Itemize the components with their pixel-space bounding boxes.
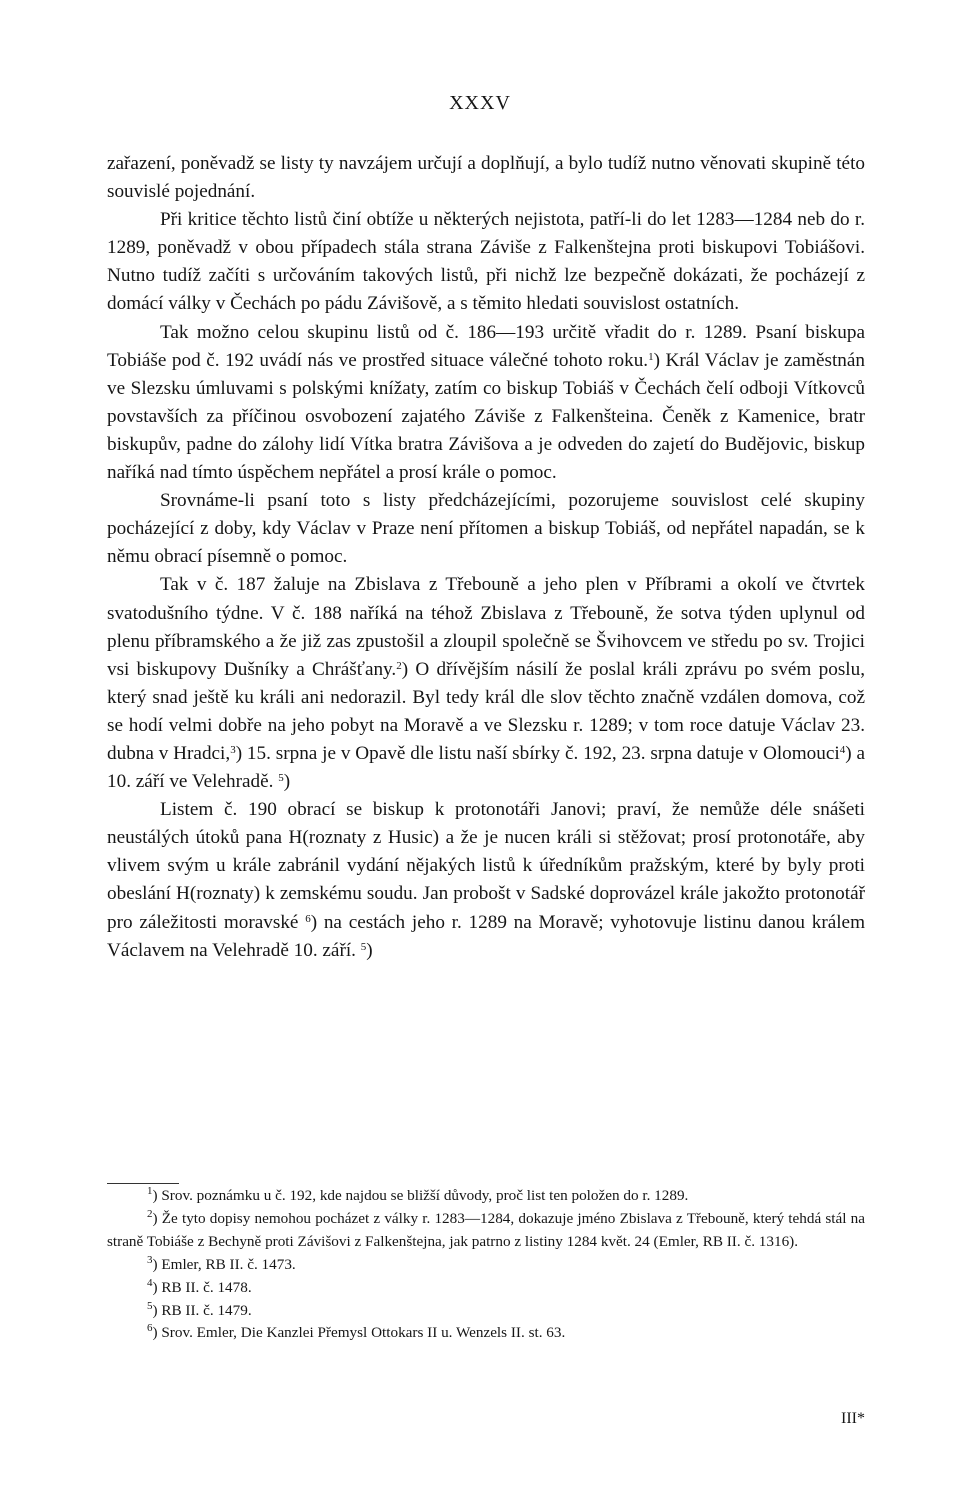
footnote: $^3$) Emler, RB II. č. 1473. — [147, 1253, 296, 1273]
footnote-mark: 2 — [147, 1207, 153, 1220]
paragraph-text: O dřívějším násilí že poslal králi zprávu po svém poslu, který snad ještě ku králi ani nedorazil. Byl tedy král dle slov těchto značně vzdálen domova, což se hodí velmi dobře na jeho pobyt na Moravě a ve Slezsku r. 1289; v tom roce datuje Václav 23. dubna v Hradci, — [107, 658, 866, 764]
paragraph — [107, 487, 865, 571]
footnote: $^1$) Srov. poznámku u č. 192, kde najdou se bližší důvody, proč list ten položen do r. 1289. — [147, 1185, 689, 1204]
paragraph-text: 15. srpna je v Opavě dle listu naší sbírky č. 192, 23. srpna datuje v Olomouci — [242, 742, 840, 764]
signature-mark: III* — [841, 1410, 865, 1427]
paragraph-text: Listem č. 190 obrací se biskup k protonotáři Janovi; praví, že nemůže déle snášeti neustálých útoků pana H(roznaty z Husic) a že je nucen králi si stěžovat; prosí protonotáře, aby vlivem svým u krále zabránil vydání nějakých listů k úředníkům pražským, které by byly proti obeslání H(roznaty) k zemskému soudu. Jan probošt v Sadské doprovázel krále jakožto protonotář pro záležitosti moravské — [107, 799, 865, 933]
paragraph-text: a 10. září ve Velehradě. — [107, 742, 865, 793]
paragraph-text: na cestách jeho r. 1289 na Moravě; vyhotovuje listinu danou králem Václavem na Velehradě 10. září. — [107, 911, 865, 961]
paragraph: Listem č. 190 obrací se biskup k protonotáři Janovi; praví, že nemůže déle snášeti neustálých útoků pana H(roznaty z Husic) a že je nucen králi si stěžovat; prosí protonotáře, aby vlivem svým u krále zabránil vydání nějakých listů k úředníkům pražským, které by byly proti obeslání H(roznaty) k zemskému soudu. Jan probošt v Sadské doprovázel krále jakožto protonotář pro záležitosti moravské $^6$) na cestách jeho r. 1289 na Moravě; vyhotovuje listinu danou králem Václavem na Velehradě 10. září. $^5$) — [107, 799, 865, 961]
footnote-ref: 4 — [839, 743, 846, 756]
footnote-text: RB II. č. 1478. — [161, 1278, 252, 1296]
footnote-mark: 4 — [147, 1276, 153, 1289]
paragraph — [107, 206, 865, 318]
paragraph: Tak možno celou skupinu listů od č. 186—193 určitě vřadit do r. 1289. Psaní biskupa Tobiáše pod č. 192 uvádí nás ve prostřed situace válečné tohoto roku.$^1$) Král Václav je zaměstnán ve Slezsku úmluvami s polskými knížaty, zatím co biskup Tobiáš v Čechách čelí odboji Vítkovců povstavších za příčinou osvobození zajatého Záviše z Falkenšteina. Čeněk z Kamenice, bratr biskupův, padne do zálohy lidí Vítka bratra Závišova a je odveden do zajetí do Budějovic, biskup naříká nad tímto úspěchem nepřátel a prosí krále o pomoc. — [107, 321, 865, 484]
paragraph-text: Tak možno celou skupinu listů od č. 186—193 určitě vřadit do r. 1289. Psaní biskupa Tobiáše pod č. 192 uvádí nás ve prostřed situace válečné tohoto roku. — [107, 321, 865, 371]
paragraph: Tak v č. 187 žaluje na Zbislava z Třebouně a jeho plen v Příbrami a okolí ve čtvrtek svatodušního týdne. V č. 188 naříká na téhož Zbislava z Třebouně, že sotva týden uplynul od plenu příbramského a že již zas zpustošil a zloupil společně se Švihovcem ve středu po sv. Trojici vsi biskupovy Dušníky a Chrášťany.$^2$) O dřívějším násilí že poslal králi zprávu po svém poslu, který snad ještě ku králi ani nedorazil. Byl tedy král dle slov těchto značně vzdálen domova, což se hodí velmi dobře na jeho pobyt na Moravě a ve Slezsku r. 1289; v tom roce datuje Václav 23. dubna v Hradci,$^3$) 15. srpna je v Opavě dle listu naší sbírky č. 192, 23. srpna datuje v Olomouci$^4$) a 10. září ve Velehradě. $^5$) — [107, 574, 866, 793]
paragraph-text: Král Václav je zaměstnán ve Slezsku úmluvami s polskými knížaty, zatím co biskup Tobiáš v Čechách čelí odboji Vítkovců povstavších za příčinou osvobození zajatého Záviše z Falkenšteina. Čeněk z Kamenice, bratr biskupův, padne do zálohy lidí Vítka bratra Závišova a je odveden do zajetí do Budějovic, biskup naříká nad tímto úspěchem nepřátel a prosí krále o pomoc. — [107, 349, 865, 484]
footnote-ref: 1 — [648, 350, 654, 363]
footnote-ref: 5 — [360, 940, 367, 953]
paragraph-text: Při kritice těchto listů činí obtíže u některých nejistota, patří-li do let 1283—1284 neb do r. 1289, poněvadž v obou případech stála strana Záviše z Falkenštejna proti biskupovi Tobiášovi. Nutno tudíž začíti s určováním takových listů, při nichž lze bezpečně dokázati, že pocházejí z domácí války v Čechách po pádu Závišově, a s těmito hledati souvislost ostatních. — [107, 209, 865, 315]
footnote-ref: 5 — [278, 772, 284, 785]
footnote-mark: 6 — [147, 1322, 153, 1335]
footnote-mark: 1 — [147, 1185, 153, 1197]
paragraph-text: Srovnáme-li psaní toto s listy předcházejícími, pozorujeme souvislost celé skupiny pocházející z doby, kdy Václav v Praze není přítomen a biskup Tobiáš, od nepřátel napadán, se k němu obrací písemně o pomoc. — [107, 490, 865, 568]
paragraph-text: Tak v č. 187 žaluje na Zbislava z Třebouně a jeho plen v Příbrami a okolí ve čtvrtek svatodušního týdne. V č. 188 naříká na téhož Zbislava z Třebouně, že sotva týden uplynul od plenu příbramského a že již zas zpustošil a zloupil společně se Švihovcem ve středu po sv. Trojici vsi biskupovy Dušníky a Chrášťany. — [107, 574, 865, 680]
footnote-ref: 6 — [305, 912, 311, 925]
footnote: $^4$) RB II. č. 1478. — [147, 1276, 252, 1296]
footnotes — [107, 1185, 865, 1345]
footnote-text: Že tyto dopisy nemohou pocházet z války r. 1283—1284, dokazuje jméno Zbislava z Třebouně, který tehdá stál na straně Tobiáše z Bechyně proti Závišovi z Falkenštejna, jak patrno z listiny 1284 květ. 24 (Emler, RB II. č. 1316). — [107, 1209, 866, 1250]
footnote-text: Srov. Emler, Die Kanzlei Přemysl Ottokars II u. Wenzels II. st. 63. — [161, 1324, 566, 1342]
footnote-mark: 3 — [147, 1253, 153, 1266]
footnote-text: RB II. č. 1479. — [161, 1301, 252, 1319]
footnote-mark: 5 — [147, 1299, 153, 1312]
page-number: XXXV — [449, 92, 511, 114]
footnote-ref: 3 — [230, 743, 236, 756]
footnote-divider — [107, 1183, 179, 1184]
paragraph-text: zařazení, poněvadž se listy ty navzájem určují a doplňují, a bylo tudíž nutno věnovati skupině této souvislé pojednání. — [107, 153, 865, 203]
footnote: $^2$) Že tyto dopisy nemohou pocházet z války r. 1283—1284, dokazuje jméno Zbislava z Třebouně, který tehdá stál na straně Tobiáše z Bechyně proti Závišovi z Falkenštejna, jak patrno z listiny 1284 květ. 24 (Emler, RB II. č. 1316). — [107, 1207, 866, 1250]
footnote-text: Emler, RB II. č. 1473. — [161, 1255, 296, 1273]
footnote-text: Srov. poznámku u č. 192, kde najdou se bližší důvody, proč list ten položen do r. 1289. — [161, 1187, 689, 1204]
footnote: $^5$) RB II. č. 1479. — [147, 1299, 252, 1319]
paragraph — [107, 150, 865, 206]
footnote: $^6$) Srov. Emler, Die Kanzlei Přemysl Ottokars II u. Wenzels II. st. 63. — [147, 1322, 566, 1342]
footnote-ref: 2 — [396, 659, 402, 672]
body-text — [107, 150, 865, 965]
